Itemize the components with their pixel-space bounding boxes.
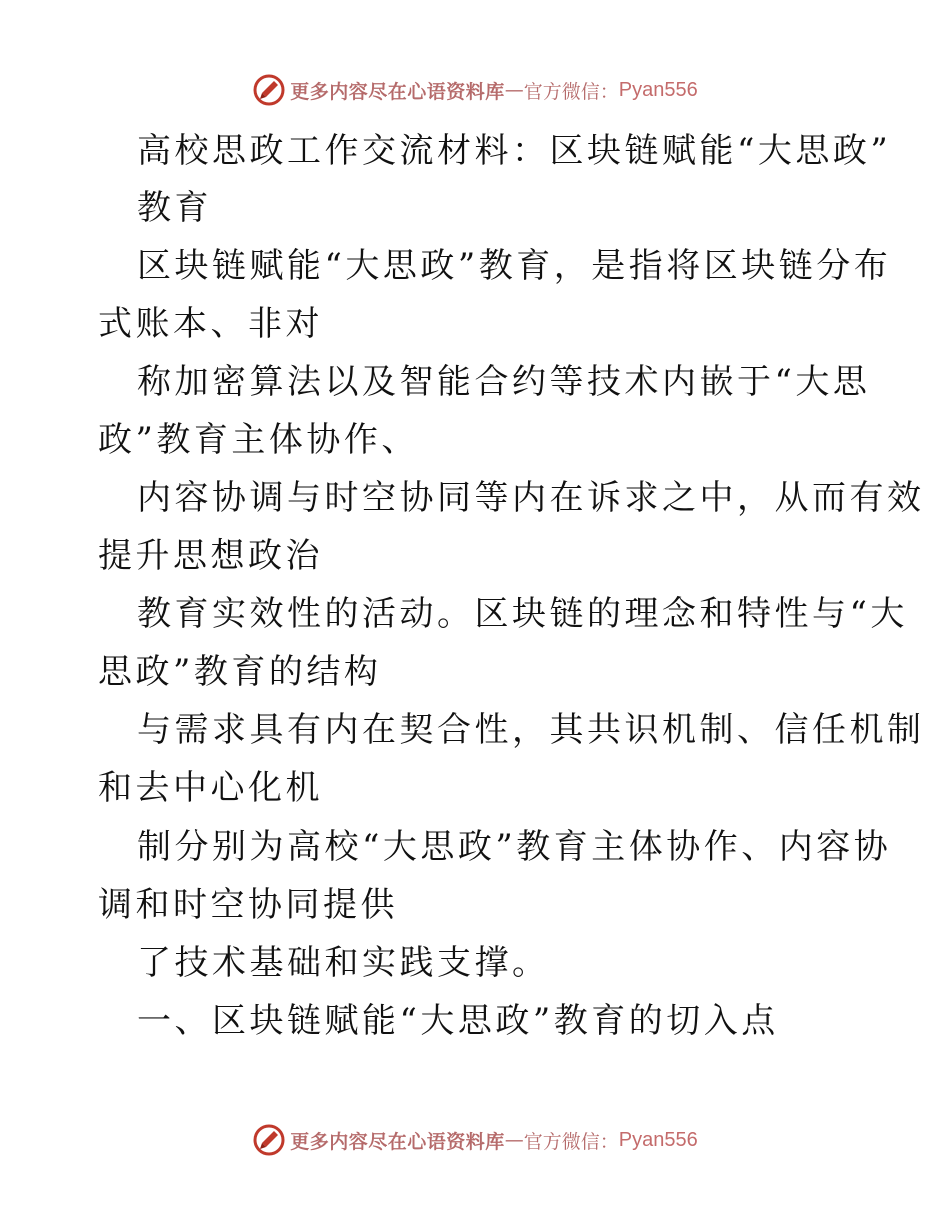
paragraph-line: 和去中心化机: [98, 768, 323, 808]
paragraph-line: 式账本、非对: [98, 304, 323, 344]
paragraph-line: 政”教育主体协作、: [98, 420, 419, 460]
paragraph-line: 称加密算法以及智能合约等技术内嵌于“大思: [137, 362, 871, 402]
brand-dash: —: [504, 1129, 524, 1151]
footer-brand: [0, 1120, 950, 1160]
title-line-2: 教育: [137, 188, 212, 228]
paragraph-line: 制分别为高校“大思政”教育主体协作、内容协: [137, 827, 892, 867]
paragraph-line: 内容协调与时空协同等内在诉求之中，从而有效: [137, 478, 925, 518]
paragraph-line: 教育实效性的活动。区块链的理念和特性与“大: [137, 594, 908, 634]
brand-logo-icon: [252, 1123, 286, 1157]
wechat-label: 官方微信：: [523, 80, 619, 103]
title-line-1: 高校思政工作交流材料：区块链赋能“大思政”: [137, 131, 892, 171]
paragraph-line: 区块链赋能“大思政”教育，是指将区块链分布: [137, 246, 892, 286]
paragraph-line: 了技术基础和实践支撑。: [137, 943, 550, 983]
paragraph-line: 调和时空协同提供: [98, 885, 398, 925]
wechat-label: 官方微信：: [523, 1130, 619, 1153]
paragraph-line: 提升思想政治: [98, 536, 323, 576]
brand-dash: —: [504, 79, 524, 101]
brand-slogan: 更多内容尽在心语资料库: [290, 1130, 505, 1153]
paragraph-line: 思政”教育的结构: [98, 652, 382, 692]
section-heading: 一、区块链赋能“大思政”教育的切入点: [137, 1001, 779, 1041]
wechat-id: Pyan556: [618, 78, 698, 101]
wechat-id: Pyan556: [618, 1128, 698, 1151]
paragraph-line: 与需求具有内在契合性，其共识机制、信任机制: [137, 710, 925, 750]
brand-slogan: 更多内容尽在心语资料库: [290, 80, 505, 103]
